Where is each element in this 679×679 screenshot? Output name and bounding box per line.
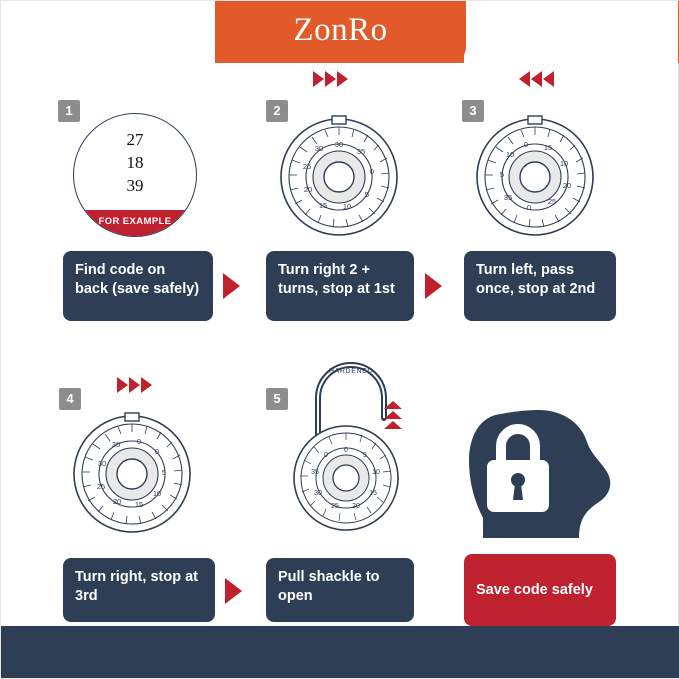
chevron-up-icon — [384, 411, 402, 419]
svg-text:20: 20 — [352, 503, 360, 510]
chevron-left-icon — [531, 71, 542, 87]
svg-text:25: 25 — [302, 162, 312, 171]
svg-text:30: 30 — [314, 490, 322, 497]
chevron-up-icon — [384, 401, 402, 409]
chevron-right-icon — [313, 71, 324, 87]
svg-text:5: 5 — [364, 190, 370, 199]
code-values — [74, 128, 196, 197]
chevron-right-icon — [141, 377, 152, 393]
code-value-3: 39 — [126, 176, 144, 195]
step-5-direction-chevrons — [384, 401, 402, 429]
step-4-number: 4 — [59, 388, 81, 410]
svg-text:5: 5 — [161, 468, 167, 477]
svg-text:HARDENED: HARDENED — [328, 368, 374, 375]
step-2-caption: Turn right 2 + turns, stop at 1st — [266, 251, 414, 321]
step-1-caption: Find code on back (save safely) — [63, 251, 213, 321]
svg-text:10: 10 — [505, 150, 515, 159]
svg-text:10: 10 — [152, 489, 162, 498]
chevron-left-icon — [543, 71, 554, 87]
chevron-right-icon — [325, 71, 336, 87]
final-caption: Save code safely — [464, 554, 616, 626]
step-1-code-circle — [73, 113, 197, 237]
svg-text:35: 35 — [503, 193, 513, 202]
chevron-right-icon — [117, 377, 128, 393]
brand-title: ZonRo — [293, 12, 388, 48]
svg-text:30: 30 — [314, 144, 324, 153]
svg-text:10: 10 — [372, 469, 380, 476]
svg-text:30: 30 — [334, 140, 344, 149]
svg-text:20: 20 — [303, 185, 313, 194]
svg-text:35: 35 — [111, 440, 121, 449]
svg-text:25: 25 — [547, 197, 557, 206]
code-value-1: 27 — [126, 130, 144, 149]
head-lock-silhouette — [461, 406, 621, 546]
svg-text:30: 30 — [97, 459, 107, 468]
step-3-dial — [472, 114, 598, 240]
code-value-2: 18 — [126, 153, 144, 172]
step-4-caption: Turn right, stop at 3rd — [63, 558, 215, 622]
step-5-number: 5 — [266, 388, 288, 410]
svg-text:20: 20 — [562, 181, 572, 190]
svg-text:0: 0 — [324, 452, 328, 459]
chevron-right-icon — [129, 377, 140, 393]
step-3-number: 3 — [462, 100, 484, 122]
svg-text:15: 15 — [134, 500, 144, 509]
step-4-direction-chevrons — [117, 377, 152, 393]
svg-text:0: 0 — [369, 167, 375, 176]
arrow-step2-to-step3 — [425, 273, 442, 299]
header-right-notch — [464, 1, 678, 63]
chevron-right-icon — [337, 71, 348, 87]
svg-text:35: 35 — [356, 147, 366, 156]
chevron-up-icon — [384, 421, 402, 429]
svg-text:15: 15 — [318, 201, 328, 210]
arrow-step4-to-step5 — [225, 578, 242, 604]
svg-text:0: 0 — [154, 447, 160, 456]
step-3-direction-chevrons — [519, 71, 554, 87]
svg-text:0: 0 — [523, 140, 529, 149]
code-example-band: FOR EXAMPLE — [74, 210, 196, 236]
svg-text:5: 5 — [363, 452, 367, 459]
svg-text:15: 15 — [369, 490, 377, 497]
header-left-notch — [1, 1, 215, 63]
step-2-direction-chevrons — [313, 71, 348, 87]
svg-text:0: 0 — [136, 437, 142, 446]
chevron-left-icon — [519, 71, 530, 87]
svg-text:25: 25 — [331, 503, 339, 510]
svg-text:0: 0 — [526, 203, 532, 212]
svg-text:35: 35 — [311, 469, 319, 476]
svg-text:25: 25 — [96, 482, 106, 491]
step-2-number: 2 — [266, 100, 288, 122]
step-5-caption: Pull shackle to open — [266, 558, 414, 622]
svg-text:20: 20 — [112, 497, 122, 506]
step-3-caption: Turn left, pass once, stop at 2nd — [464, 251, 616, 321]
svg-text:15: 15 — [543, 143, 553, 152]
svg-text:10: 10 — [559, 159, 569, 168]
svg-text:5: 5 — [499, 170, 505, 179]
step-2-dial — [276, 114, 402, 240]
arrow-step1-to-step2 — [223, 273, 240, 299]
footer-bar — [1, 626, 679, 678]
svg-text:0: 0 — [344, 447, 348, 454]
step-5-padlock — [288, 356, 418, 541]
svg-text:10: 10 — [342, 202, 352, 211]
step-4-dial — [69, 411, 195, 537]
step-1-number: 1 — [58, 100, 80, 122]
